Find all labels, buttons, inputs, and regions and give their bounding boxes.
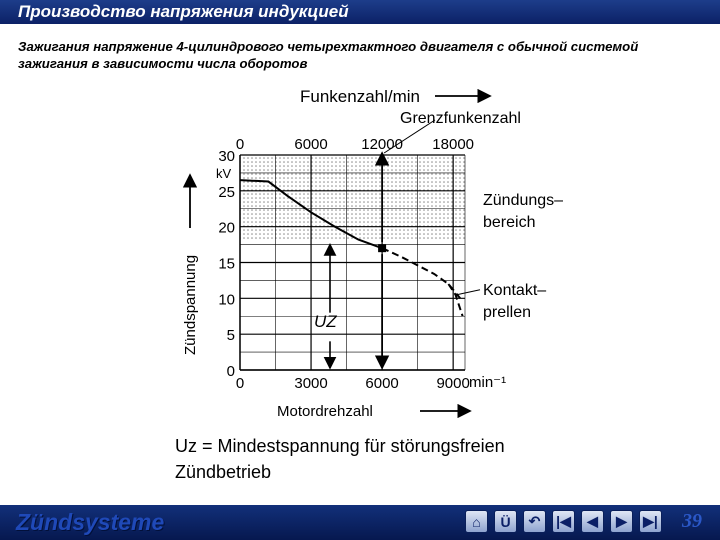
ignition-region-fill	[240, 155, 465, 241]
title-bar	[0, 0, 720, 24]
bounce-label-1: Kontakt–	[483, 281, 547, 299]
series-line-3	[448, 284, 462, 316]
caption-text-2: Zündbetrieb	[175, 462, 272, 482]
y-tick-label: 30	[218, 148, 235, 165]
series-line-2	[382, 248, 460, 298]
first-icon: |◀	[556, 513, 571, 529]
bounce-label-2: prellen	[483, 303, 532, 321]
chart-caption	[175, 436, 505, 482]
y-tick-label: 15	[218, 255, 235, 273]
x-axis-label: Motordrehzahl	[277, 403, 373, 420]
y-tick-label: 20	[218, 219, 235, 237]
chart-regions	[240, 155, 465, 241]
x-axis-unit: min⁻¹	[469, 374, 507, 391]
top-tick-label: 6000	[294, 136, 328, 153]
x-tick-label: 0	[235, 375, 245, 392]
x-tick-label: 6000	[365, 375, 399, 392]
prev-icon: ◀	[587, 513, 598, 529]
svg-text:Uz = Mindestspannung für störu	[175, 436, 505, 456]
bounce-leader	[457, 290, 480, 295]
next-icon: ▶	[616, 513, 627, 529]
prev-slide-button[interactable]	[581, 510, 604, 533]
return-button[interactable]	[523, 510, 546, 533]
region-label-1: Zündungs–	[483, 192, 564, 210]
slide-subtitle: Зажигания напряжение 4-цилиндрового четырехтактного двигателя с обычной системой зажигания в зависимости числа оборотов	[18, 39, 639, 71]
x-tick-label: 3000	[294, 375, 328, 392]
footer-bar	[0, 505, 720, 540]
caption-text: = Mindestspannung für störungsfreien	[197, 436, 505, 456]
y-axis-unit: kV	[216, 166, 232, 181]
overview-button[interactable]	[494, 510, 517, 533]
top-tick-label: 18000	[432, 136, 475, 153]
y-tick-label: 10	[218, 291, 235, 309]
limit-label: Grenzfunkenzahl	[400, 110, 521, 127]
y-axis-label: Zündspannung	[182, 254, 199, 355]
top-tick-label: 0	[235, 136, 245, 153]
uz-label: UZ	[314, 312, 337, 331]
home-icon: ⌂	[472, 513, 481, 530]
y-tick-label: 5	[226, 327, 235, 345]
page-number: 39	[682, 510, 702, 532]
overview-label: Ü	[500, 513, 511, 530]
limit-marker	[378, 244, 386, 252]
return-icon: ↶	[528, 513, 541, 529]
slide-title: Производство напряжения индукцией	[18, 2, 349, 21]
top-tick-label: 12000	[361, 136, 403, 153]
home-button[interactable]	[465, 510, 488, 533]
caption-symbol: Uz	[175, 436, 197, 456]
x-tick-label: 9000	[436, 375, 470, 392]
y-tick-label: 25	[218, 183, 235, 201]
footer-title: Zündsysteme	[16, 509, 165, 535]
last-icon: ▶|	[643, 513, 658, 529]
first-slide-button[interactable]	[552, 510, 575, 533]
voltage-chart	[150, 80, 570, 485]
top-axis-label: Funkenzahl/min	[300, 87, 421, 106]
next-slide-button[interactable]	[610, 510, 633, 533]
last-slide-button[interactable]	[639, 510, 662, 533]
y-tick-label: 0	[226, 363, 235, 380]
region-label-2: bereich	[483, 214, 536, 232]
